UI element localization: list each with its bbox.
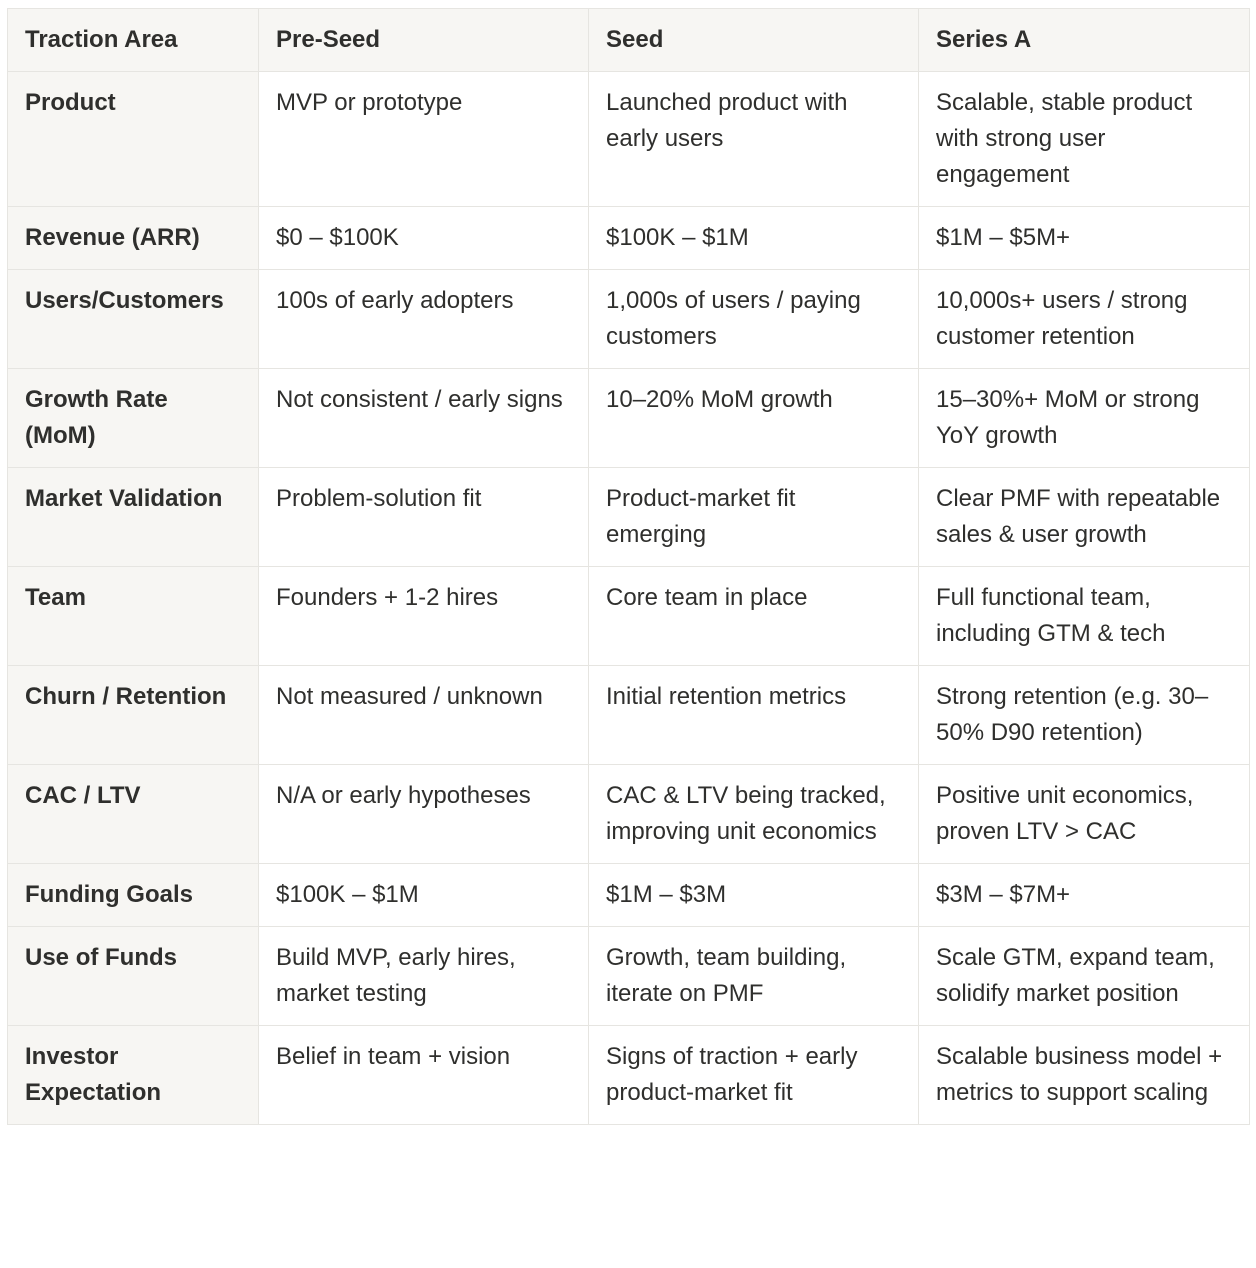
series-a-cell: 10,000s+ users / strong customer retention — [919, 270, 1250, 369]
seed-cell: $100K – $1M — [589, 207, 919, 270]
pre-seed-cell: $100K – $1M — [259, 864, 589, 927]
pre-seed-cell: Founders + 1-2 hires — [259, 567, 589, 666]
series-a-cell: Scale GTM, expand team, solidify market position — [919, 927, 1250, 1026]
row-label: Product — [8, 72, 259, 207]
row-label: Investor Expectation — [8, 1026, 259, 1125]
series-a-cell: Strong retention (e.g. 30–50% D90 retention) — [919, 666, 1250, 765]
row-label: Users/Customers — [8, 270, 259, 369]
pre-seed-cell: Build MVP, early hires, market testing — [259, 927, 589, 1026]
seed-cell: Initial retention metrics — [589, 666, 919, 765]
pre-seed-cell: MVP or prototype — [259, 72, 589, 207]
table-row — [8, 207, 1250, 270]
series-a-cell: Scalable business model + metrics to support scaling — [919, 1026, 1250, 1125]
table-row — [8, 864, 1250, 927]
row-label: Use of Funds — [8, 927, 259, 1026]
series-a-cell: 15–30%+ MoM or strong YoY growth — [919, 369, 1250, 468]
pre-seed-cell: Problem-solution fit — [259, 468, 589, 567]
table-row — [8, 927, 1250, 1026]
seed-cell: Launched product with early users — [589, 72, 919, 207]
table-row — [8, 765, 1250, 864]
row-label: Funding Goals — [8, 864, 259, 927]
row-label: Market Validation — [8, 468, 259, 567]
table-row — [8, 666, 1250, 765]
table-row — [8, 567, 1250, 666]
table-row — [8, 1026, 1250, 1125]
pre-seed-cell: Not consistent / early signs — [259, 369, 589, 468]
series-a-cell: Positive unit economics, proven LTV > CAC — [919, 765, 1250, 864]
seed-cell: Growth, team building, iterate on PMF — [589, 927, 919, 1026]
row-label: Growth Rate (MoM) — [8, 369, 259, 468]
series-a-cell: Clear PMF with repeatable sales & user growth — [919, 468, 1250, 567]
series-a-cell: $1M – $5M+ — [919, 207, 1250, 270]
header-series-a: Series A — [919, 9, 1250, 72]
table-header — [8, 9, 1250, 72]
seed-cell: Product-market fit emerging — [589, 468, 919, 567]
pre-seed-cell: 100s of early adopters — [259, 270, 589, 369]
header-row — [8, 9, 1250, 72]
pre-seed-cell: Belief in team + vision — [259, 1026, 589, 1125]
header-traction-area: Traction Area — [8, 9, 259, 72]
table-row — [8, 369, 1250, 468]
seed-cell: 1,000s of users / paying customers — [589, 270, 919, 369]
row-label: Revenue (ARR) — [8, 207, 259, 270]
seed-cell: 10–20% MoM growth — [589, 369, 919, 468]
table-row — [8, 270, 1250, 369]
table-row — [8, 468, 1250, 567]
traction-table-container — [7, 8, 1250, 1125]
table-body — [8, 72, 1250, 1125]
series-a-cell: Full functional team, including GTM & tech — [919, 567, 1250, 666]
header-pre-seed: Pre-Seed — [259, 9, 589, 72]
row-label: CAC / LTV — [8, 765, 259, 864]
seed-cell: $1M – $3M — [589, 864, 919, 927]
series-a-cell: $3M – $7M+ — [919, 864, 1250, 927]
pre-seed-cell: $0 – $100K — [259, 207, 589, 270]
table-row — [8, 72, 1250, 207]
seed-cell: Signs of traction + early product-market fit — [589, 1026, 919, 1125]
traction-table — [7, 8, 1250, 1125]
pre-seed-cell: N/A or early hypotheses — [259, 765, 589, 864]
row-label: Churn / Retention — [8, 666, 259, 765]
seed-cell: Core team in place — [589, 567, 919, 666]
header-seed: Seed — [589, 9, 919, 72]
seed-cell: CAC & LTV being tracked, improving unit economics — [589, 765, 919, 864]
series-a-cell: Scalable, stable product with strong user engagement — [919, 72, 1250, 207]
pre-seed-cell: Not measured / unknown — [259, 666, 589, 765]
row-label: Team — [8, 567, 259, 666]
